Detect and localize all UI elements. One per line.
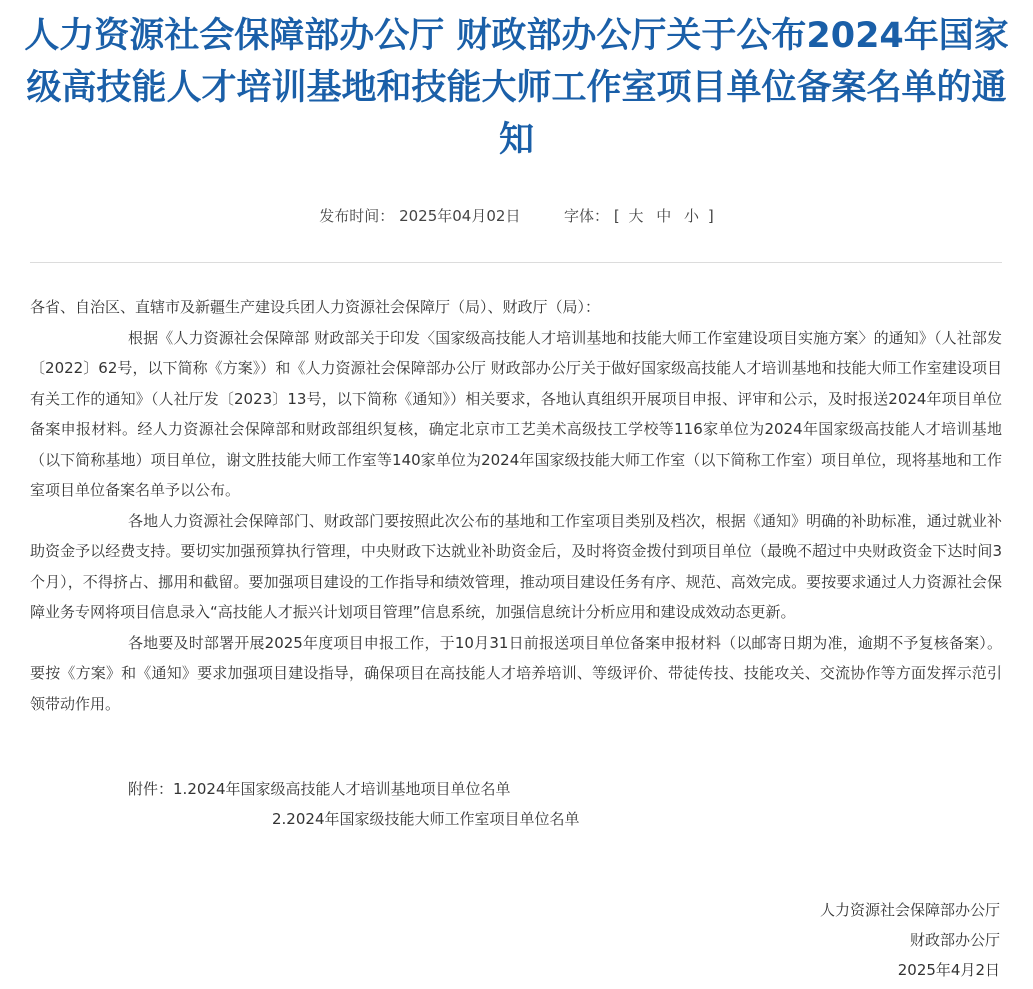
- signoff-date: 2025年4月2日: [897, 961, 1000, 979]
- signoff-org-1: 人力资源社会保障部办公厅: [819, 901, 1000, 919]
- font-size-medium-button[interactable]: 中: [656, 207, 672, 225]
- font-size-bracket-open: [: [613, 207, 620, 225]
- title-divider: [30, 262, 1002, 263]
- attachment-item-1-row: [128, 774, 511, 804]
- publish-date: 2025年04月02日: [399, 207, 521, 225]
- article-meta: [0, 204, 1033, 228]
- attachment-item-2-row: [272, 804, 580, 834]
- attachments-label: 附件：: [128, 780, 174, 798]
- article-body: [30, 292, 1002, 719]
- attachment-link-1[interactable]: 1.2024年国家级高技能人才培训基地项目单位名单: [173, 780, 511, 798]
- publish-label: 发布时间：: [319, 207, 395, 225]
- body-paragraph-3: 各地要及时部署开展2025年度项目申报工作，于10月31日前报送项目单位备案申报材料（以邮寄日期为准，逾期不予复核备案）。要按《方案》和《通知》要求加强项目建设指导，确保项目在高技能人才培养培训、等级评价、带徒传技、技能攻关、交流协作等方面发挥示范引领带动作用。: [30, 633, 1002, 713]
- font-size-small-button[interactable]: 小: [684, 207, 700, 225]
- font-size-large-button[interactable]: 大: [628, 207, 644, 225]
- attachment-link-2[interactable]: 2.2024年国家级技能大师工作室项目单位名单: [272, 810, 580, 828]
- font-size-bracket-close: ]: [707, 207, 714, 225]
- page-title: 人力资源社会保障部办公厅 财政部办公厅关于公布2024年国家级高技能人才培训基地和技能大师工作室项目单位备案名单的通知: [24, 16, 1009, 160]
- signoff-org-2: 财政部办公厅: [909, 931, 1000, 949]
- body-paragraph-1: 根据《人力资源社会保障部 财政部关于印发〈国家级高技能人才培训基地和技能大师工作室建设项目实施方案〉的通知》（人社部发〔2022〕62号，以下简称《方案》）和《人力资源社会保障部办公厅 财政部办公厅关于做好国家级高技能人才培训基地和技能大师工作室建设项目有关工作的通知》（人社厅发〔2023〕13号，以下简称《通知》）相关要求，各地认真组织开展项目申报、评审和公示，及时报送2024年项目单位备案申报材料。经人力资源社会保障部和财政部组织复核，确定北京市工艺美术高级技工学校等116家单位为2024年国家级高技能人才培训基地（以下简称基地）项目单位，谢文胜技能大师工作室等140家单位为2024年国家级技能大师工作室（以下简称工作室）项目单位，现将基地和工作室项目单位备案名单予以公布。: [30, 328, 1002, 499]
- salutation: 各省、自治区、直辖市及新疆生产建设兵团人力资源社会保障厅（局）、财政厅（局）：: [30, 298, 601, 316]
- font-size-label: 字体：: [564, 207, 610, 225]
- body-paragraph-2: 各地人力资源社会保障部门、财政部门要按照此次公布的基地和工作室项目类别及档次，根据《通知》明确的补助标准，通过就业补助资金予以经费支持。要切实加强预算执行管理，中央财政下达就业补助资金后，及时将资金拨付到项目单位（最晚不超过中央财政资金下达时间3个月），不得挤占、挪用和截留。要加强项目建设的工作指导和绩效管理，推动项目建设任务有序、规范、高效完成。要按要求通过人力资源社会保障业务专网将项目信息录入“高技能人才振兴计划项目管理”信息系统，加强信息统计分析应用和建设成效动态更新。: [30, 511, 1002, 621]
